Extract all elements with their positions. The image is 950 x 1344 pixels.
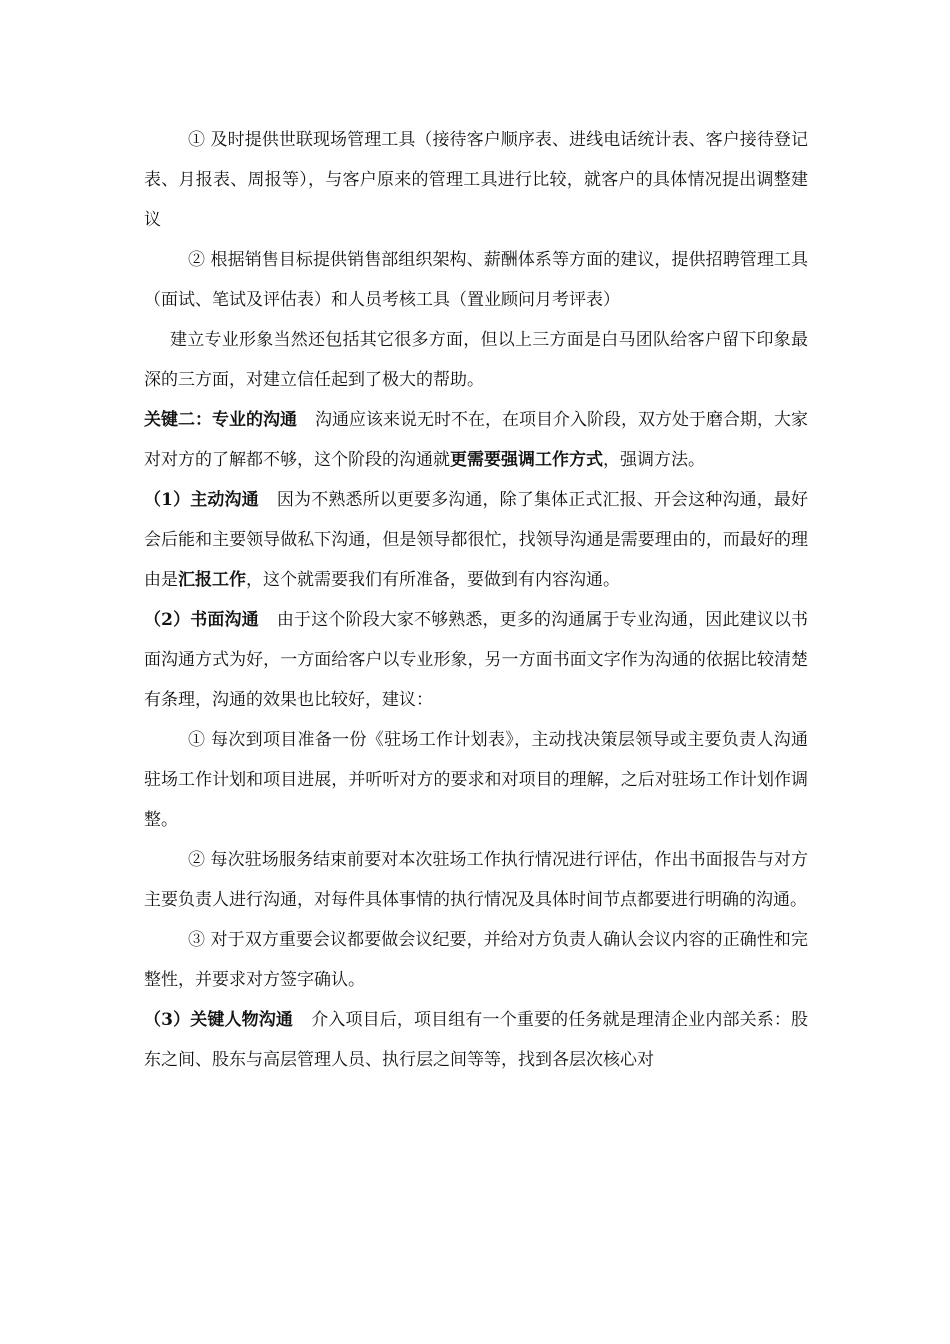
emphasis-text: 更需要强调工作方式 (450, 450, 603, 470)
paragraph-active-communication (144, 480, 808, 600)
section-heading-key-two: 关键二：专业的沟通 (144, 410, 297, 430)
paragraph-professional-image: 建立专业形象当然还包括其它很多方面，但以上三方面是白马团队给客户留下印象最深的三方面，对建立信任起到了极大的帮助。 (144, 330, 808, 390)
paragraph-key-person-communication (144, 1000, 808, 1080)
paragraph-text: ，这个就需要我们有所准备，要做到有内容沟通。 (246, 570, 620, 590)
document-page (144, 120, 808, 1080)
paragraph-text: ，强调方法。 (603, 450, 705, 470)
paragraph-sales-organization: ② 根据销售目标提供销售部组织架构、薪酬体系等方面的建议，提供招聘管理工具（面试、笔试及评估表）和人员考核工具（置业顾问月考评表） (144, 250, 808, 310)
paragraph-meeting-minutes: ③ 对于双方重要会议都要做会议纪要，并给对方负责人确认会议内容的正确性和完整性，并要求对方签字确认。 (144, 930, 808, 990)
paragraph-key-two (144, 400, 808, 480)
paragraph-text: 因为不熟悉所以更要多沟通，除了集体正式汇报、开会这种沟通，最好会后能和主要领导做私下沟通，但是领导都很忙，找领导沟通是需要理由的，而最好的理由是 (144, 490, 808, 590)
subheading-active-communication: （1）主动沟通 (144, 490, 259, 510)
paragraph-written-communication (144, 600, 808, 720)
subheading-written-communication: （2）书面沟通 (144, 610, 259, 630)
subheading-key-person-communication: （3）关键人物沟通 (144, 1010, 294, 1030)
emphasis-text: 汇报工作 (178, 570, 246, 590)
paragraph-text: 由于这个阶段大家不够熟悉，更多的沟通属于专业沟通，因此建议以书面沟通方式为好，一方面给客户以专业形象，另一方面书面文字作为沟通的依据比较清楚有条理，沟通的效果也比较好，建议： (144, 610, 808, 710)
paragraph-text: 介入项目后，项目组有一个重要的任务就是理清企业内部关系：股东之间、股东与高层管理人员、执行层之间等等，找到各层次核心对 (144, 1010, 808, 1070)
paragraph-management-tools: ① 及时提供世联现场管理工具（接待客户顺序表、进线电话统计表、客户接待登记表、月报表、周报等），与客户原来的管理工具进行比较，就客户的具体情况提出调整建议 (144, 130, 808, 230)
paragraph-text: 沟通应该来说无时不在，在项目介入阶段，双方处于磨合期，大家对对方的了解都不够，这个阶段的沟通就 (144, 410, 808, 470)
paragraph-evaluation-report: ② 每次驻场服务结束前要对本次驻场工作执行情况进行评估，作出书面报告与对方主要负责人进行沟通，对每件具体事情的执行情况及具体时间节点都要进行明确的沟通。 (144, 850, 808, 910)
paragraph-work-plan: ① 每次到项目准备一份《驻场工作计划表》，主动找决策层领导或主要负责人沟通驻场工作计划和项目进展，并听听对方的要求和对项目的理解，之后对驻场工作计划作调整。 (144, 730, 808, 830)
